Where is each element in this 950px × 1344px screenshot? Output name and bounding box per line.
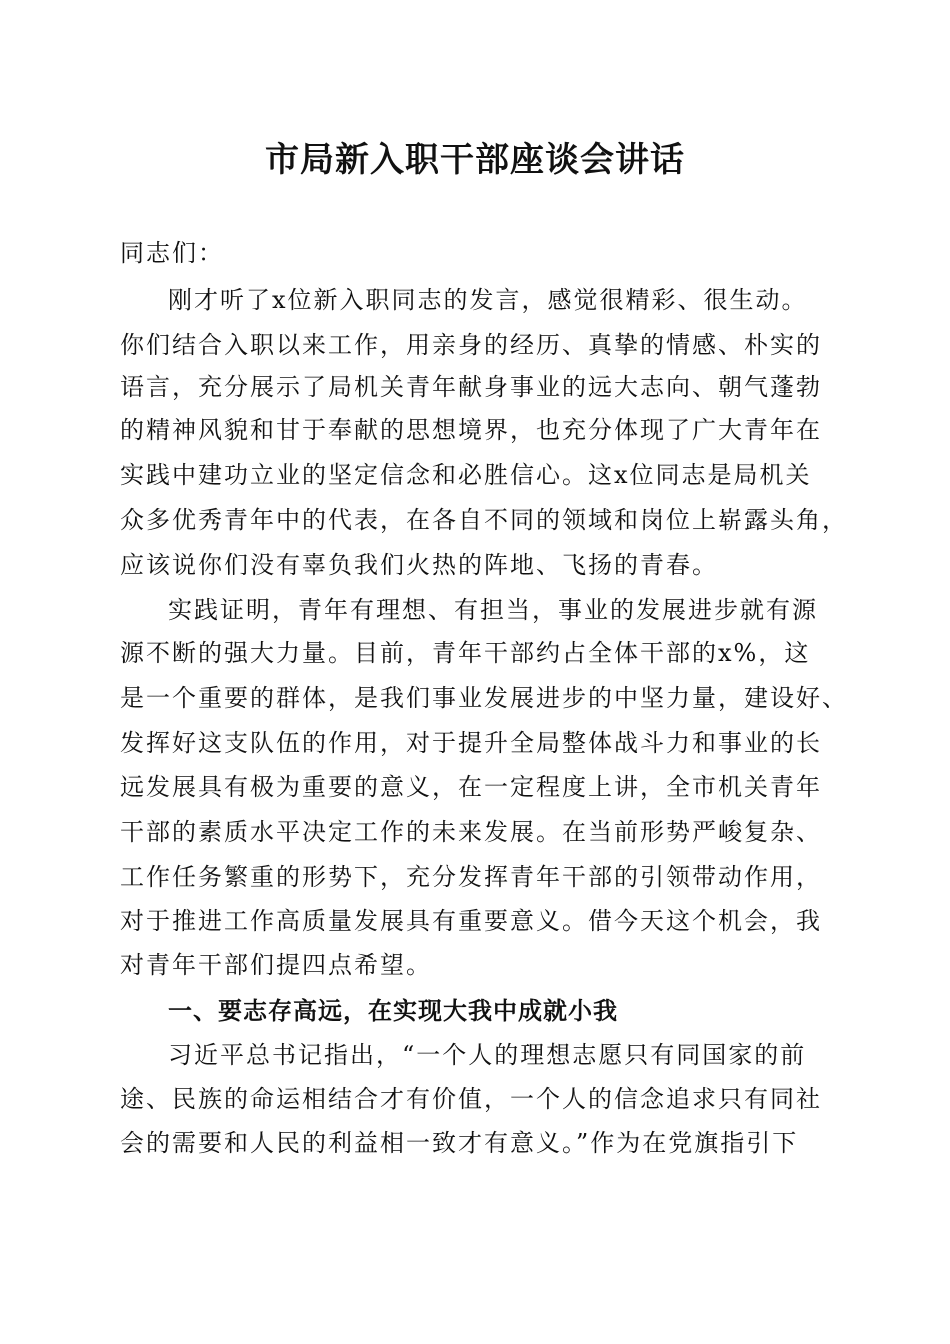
paragraph-line: 应该说你们没有辜负我们火热的阵地、飞扬的青春。: [120, 551, 718, 579]
paragraph-line: 实践中建功立业的坚定信念和必胜信心。这x位同志是局机关: [120, 461, 812, 489]
paragraph-line: 途、民族的命运相结合才有价值，一个人的信念追求只有同社: [120, 1085, 822, 1113]
paragraph-line: 干部的素质水平决定工作的未来发展。在当前形势严峻复杂、: [120, 818, 822, 846]
salutation: 同志们：: [120, 239, 224, 267]
paragraph-line: 语言，充分展示了局机关青年献身事业的远大志向、朝气蓬勃: [120, 373, 822, 401]
paragraph-line: 对于推进工作高质量发展具有重要意义。借今天这个机会，我: [120, 907, 822, 935]
paragraph-line: 实践证明，青年有理想、有担当，事业的发展进步就有源: [168, 596, 818, 624]
paragraph-line: 习近平总书记指出，“一个人的理想志愿只有同国家的前: [168, 1041, 807, 1069]
paragraph-line: 源不断的强大力量。目前，青年干部约占全体干部的x%，这: [120, 639, 811, 667]
paragraph-line: 是一个重要的群体，是我们事业发展进步的中坚力量，建设好、: [120, 684, 848, 712]
paragraph-line: 你们结合入职以来工作，用亲身的经历、真挚的情感、朴实的: [120, 331, 822, 359]
paragraph-line: 对青年干部们提四点希望。: [120, 951, 432, 979]
paragraph-line: 刚才听了x位新入职同志的发言，感觉很精彩、很生动。: [168, 286, 808, 314]
document-title: 市局新入职干部座谈会讲话: [265, 140, 685, 180]
paragraph-line: 众多优秀青年中的代表，在各自不同的领域和岗位上崭露头角，: [120, 506, 848, 534]
paragraph-line: 会的需要和人民的利益相一致才有意义。”作为在党旗指引下: [120, 1129, 799, 1157]
paragraph-line: 工作任务繁重的形势下，充分发挥青年干部的引领带动作用，: [120, 863, 822, 891]
paragraph-line: 远发展具有极为重要的意义，在一定程度上讲，全市机关青年: [120, 773, 822, 801]
paragraph-line: 发挥好这支队伍的作用，对于提升全局整体战斗力和事业的长: [120, 729, 822, 757]
section-heading: 一、要志存高远，在实现大我中成就小我: [168, 997, 618, 1025]
paragraph-line: 的精神风貌和甘于奉献的思想境界，也充分体现了广大青年在: [120, 416, 822, 444]
